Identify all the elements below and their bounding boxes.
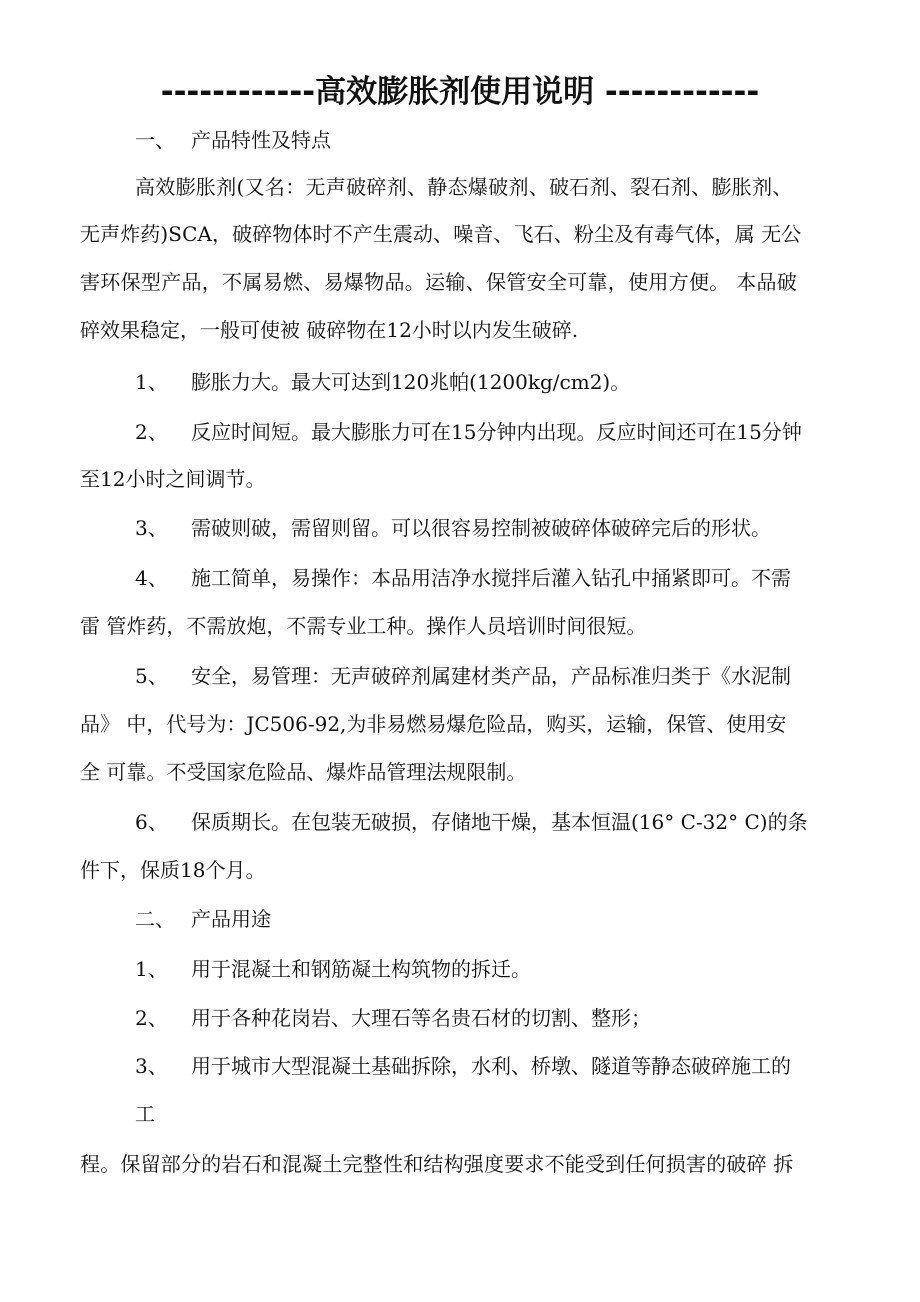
list-item [80, 662, 791, 690]
paragraph-line: 至12小时之间调节。 [80, 467, 266, 491]
list-item [80, 418, 802, 446]
line-text: 用于混凝土和钢筋凝土构筑物的拆迁。 [191, 957, 531, 981]
line-text: 用于各种花岗岩、大理石等名贵石材的切割、整形； [191, 1006, 651, 1030]
paragraph-line: 雷 管炸药，不需放炮，不需专业工种。操作人员培训时间很短。 [80, 614, 647, 638]
line-text: 产品特性及特点 [191, 128, 331, 152]
paragraph-line: 品》 中，代号为：JC506-92,为非易燃易爆危险品，购买，运输，保管、使用安 [80, 712, 787, 736]
paragraph-line: 工 [135, 1102, 155, 1126]
list-number: 4、 [135, 566, 168, 590]
list-number: 1、 [135, 370, 168, 394]
section-heading [80, 905, 271, 933]
line-text: 需破则破，需留则留。可以很容易控制被破碎体破碎完后的形状。 [191, 516, 771, 540]
list-number: 3、 [135, 1054, 168, 1078]
list-item [80, 955, 531, 983]
list-item [80, 368, 630, 396]
line-text: 膨胀力大。最大可达到120兆帕(1200kg/cm2)。 [191, 370, 631, 394]
list-item [80, 514, 771, 542]
list-number: 一、 [135, 128, 175, 152]
line-text: 保质期长。在包装无破损，存储地干燥，基本恒温(16° C-32° C)的条 [191, 810, 808, 834]
paragraph-line: 高效膨胀剂(又名：无声破碎剂、静态爆破剂、破石剂、裂石剂、膨胀剂、 [135, 175, 793, 199]
list-number: 1、 [135, 957, 168, 981]
list-number: 6、 [135, 810, 168, 834]
line-text: 反应时间短。最大膨胀力可在15分钟内出现。反应时间还可在15分钟 [191, 420, 802, 444]
paragraph-line: 件下，保质18个月。 [80, 858, 266, 882]
paragraph-line: 碎效果稳定，一般可使被 破碎物在12小时以内发生破碎. [80, 318, 579, 342]
line-text: 安全，易管理：无声破碎剂属建材类产品，产品标准归类于《水泥制 [191, 664, 791, 688]
list-number: 3、 [135, 516, 168, 540]
list-item [80, 564, 791, 592]
list-number: 2、 [135, 420, 168, 444]
line-text: 产品用途 [191, 907, 271, 931]
line-text: 用于城市大型混凝土基础拆除，水利、桥墩、隧道等静态破碎施工的 [191, 1054, 791, 1078]
paragraph-line: 程。保留部分的岩石和混凝土完整性和结构强度要求不能受到任何损害的破碎 拆 [80, 1152, 794, 1176]
list-item [80, 808, 808, 836]
list-number: 5、 [135, 664, 168, 688]
paragraph-line: 全 可靠。不受国家危险品、爆炸品管理法规限制。 [80, 760, 527, 784]
list-number: 二、 [135, 907, 175, 931]
list-number: 2、 [135, 1006, 168, 1030]
paragraph-line: 无声炸药)SCA，破碎物体时不产生震动、噪音、飞石、粉尘及有毒气体，属 无公 [80, 222, 802, 246]
list-item [80, 1004, 651, 1032]
section-heading [80, 126, 331, 154]
page-title: ------------高效膨胀剂使用说明 ------------ [160, 74, 760, 110]
paragraph-line: 害环保型产品，不属易燃、易爆物品。运输、保管安全可靠，使用方便。 本品破 [80, 270, 798, 294]
list-item [80, 1052, 791, 1080]
line-text: 施工简单，易操作：本品用洁净水搅拌后灌入钻孔中捅紧即可。不需 [191, 566, 791, 590]
